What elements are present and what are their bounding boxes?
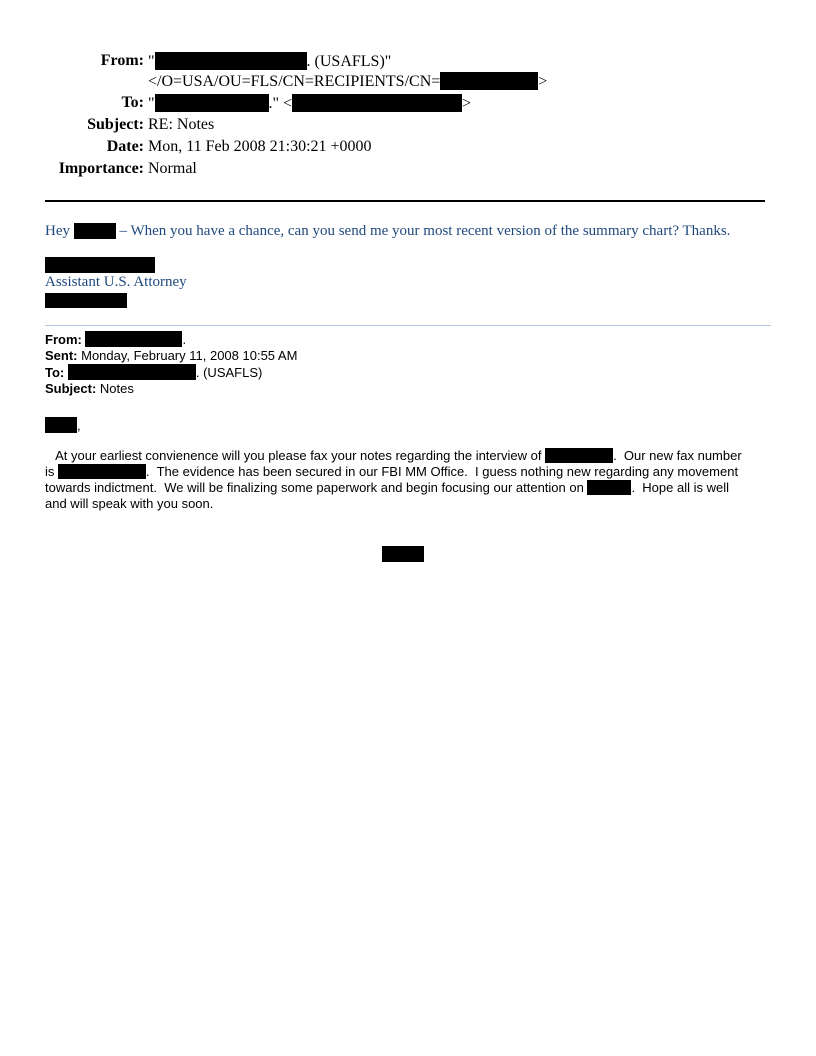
signature-name [45, 257, 155, 274]
signature-contact [45, 292, 127, 309]
subject-value: RE: Notes [148, 116, 215, 133]
body-line-2 [45, 464, 771, 480]
from-value [148, 52, 391, 71]
from-address-suffix: > [538, 73, 548, 90]
orig-sent-label: Sent: [45, 348, 78, 363]
redaction-box [85, 331, 182, 347]
to-mid: ." < [268, 95, 293, 112]
from-suffix: . (USAFLS)" [306, 53, 392, 70]
importance-label: Importance: [58, 160, 144, 177]
reply-message [45, 223, 730, 240]
date-value: Mon, 11 Feb 2008 21:30:21 +0000 [148, 138, 372, 155]
redaction-box [440, 72, 538, 90]
importance-value: Normal [148, 160, 197, 177]
signature-title: Assistant U.S. Attorney [45, 274, 187, 290]
date-label: Date: [106, 138, 144, 155]
redaction-box [155, 94, 269, 112]
redaction-box [45, 293, 127, 308]
header-divider [45, 200, 765, 202]
redaction-box [58, 464, 146, 479]
reply-greeting: Hey [45, 223, 70, 239]
from-address-prefix: </O=USA/OU=FLS/CN=RECIPIENTS/CN= [148, 73, 441, 90]
body-line-4: and will speak with you soon. [45, 496, 214, 511]
body-text: towards indictment. We will be finalizing some paperwork and begin focusing our attention on [45, 480, 588, 495]
redaction-box [45, 417, 77, 433]
redaction-box [155, 52, 307, 70]
orig-to-label: To: [45, 365, 65, 380]
body-text: . Our new fax number [613, 448, 742, 463]
redaction-box [74, 223, 116, 239]
quoted-message-divider [45, 325, 771, 326]
orig-from-suffix: . [182, 332, 187, 347]
body-text: is [45, 464, 58, 479]
orig-subject-label: Subject: [45, 381, 97, 396]
body-text: At your earliest convienence will you please fax your notes regarding the interview of [45, 448, 546, 463]
to-quote: " [148, 95, 155, 112]
orig-from-row [45, 331, 297, 348]
original-message-body [45, 448, 771, 512]
from-label: From: [100, 52, 144, 69]
body-line-1 [45, 448, 771, 464]
original-message-header [45, 331, 297, 434]
orig-to-suffix: . (USAFLS) [195, 365, 263, 380]
orig-to-row [45, 364, 297, 381]
redaction-box [292, 94, 462, 112]
from-quote: " [148, 53, 155, 70]
to-suffix: > [462, 95, 472, 112]
redaction-box [545, 448, 613, 463]
from-address [148, 72, 547, 91]
orig-salutation [45, 417, 297, 434]
orig-sent-value: Monday, February 11, 2008 10:55 AM [77, 348, 298, 363]
orig-subject-value: Notes [96, 381, 134, 396]
salutation-comma: , [77, 418, 81, 433]
body-line-3 [45, 480, 771, 496]
subject-label: Subject: [87, 116, 144, 133]
orig-sent-row [45, 348, 297, 364]
orig-from-label: From: [45, 332, 82, 347]
redaction-box [45, 257, 155, 273]
reply-text: – When you have a chance, can you send me your most recent version of the summary chart? Thanks. [115, 223, 731, 239]
body-text: . The evidence has been secured in our FBI MM Office. I guess nothing new regarding any movement [146, 464, 739, 479]
orig-subject-row [45, 381, 297, 397]
to-label: To: [121, 94, 144, 111]
page-footer-redaction [382, 546, 424, 562]
body-text: . Hope all is well [631, 480, 729, 495]
redaction-box [68, 364, 196, 380]
to-value [148, 94, 471, 113]
redaction-box [587, 480, 631, 495]
